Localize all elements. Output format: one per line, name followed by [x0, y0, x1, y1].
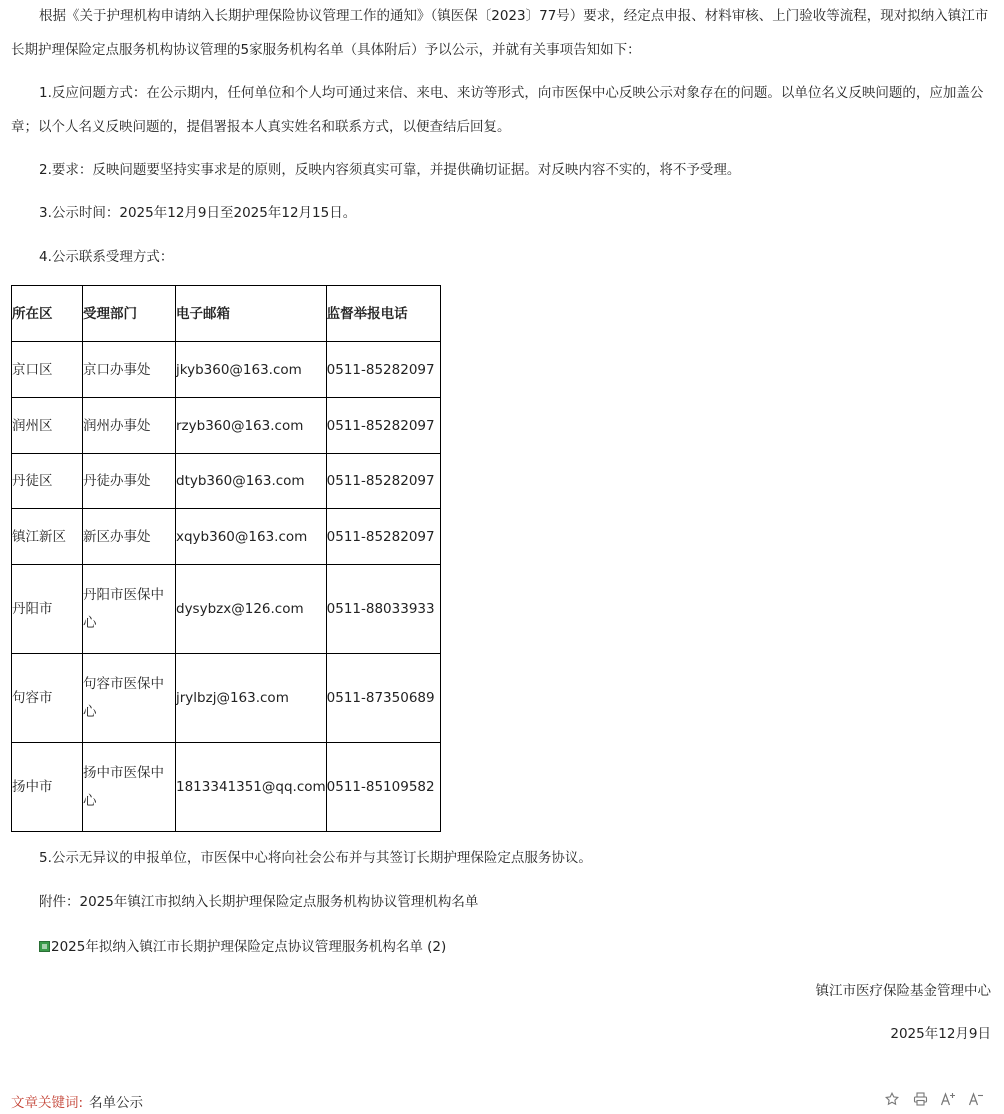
- table-row: [12, 509, 441, 565]
- keywords-value[interactable]: 名单公示: [89, 1095, 143, 1111]
- cell-email: xqyb360@163.com: [176, 509, 327, 565]
- item-5-paragraph: 5.公示无异议的申报单位，市医保中心将向社会公布并与其签订长期护理保险定点服务协议。: [39, 850, 592, 866]
- star-icon[interactable]: [882, 1089, 902, 1109]
- print-icon[interactable]: [910, 1089, 930, 1109]
- spreadsheet-file-icon: [39, 941, 50, 952]
- header-phone: 监督举报电话: [326, 286, 440, 342]
- cell-district: 扬中市: [12, 743, 83, 832]
- cell-district: 丹阳市: [12, 565, 83, 654]
- intro-paragraph: 根据《关于护理机构申请纳入长期护理保险协议管理工作的通知》（镇医保〔2023〕77号）要求，经定点申报、材料审核、上门验收等流程，现对拟纳入镇江市长期护理保险定点服务机构协议管理的5家服务机构名单（具体附后）予以公示，并就有关事项告知如下：: [11, 8, 989, 58]
- cell-phone: 0511-87350689: [326, 654, 440, 743]
- table-row: [12, 743, 441, 832]
- cell-district: 镇江新区: [12, 509, 83, 565]
- cell-email: dysybzx@126.com: [176, 565, 327, 654]
- cell-department: 新区办事处: [83, 509, 176, 565]
- table-row: [12, 342, 441, 398]
- attachment-link[interactable]: [39, 934, 446, 960]
- item-4-paragraph: 4.公示联系受理方式：: [39, 249, 174, 265]
- keywords-label: 文章关键词:: [11, 1095, 84, 1111]
- publish-date: 2025年12月9日: [890, 1026, 991, 1042]
- header-email: 电子邮箱: [176, 286, 327, 342]
- cell-district: 京口区: [12, 342, 83, 398]
- signature: 镇江市医疗保险基金管理中心: [815, 983, 991, 999]
- cell-phone: 0511-85109582: [326, 743, 440, 832]
- cell-department: 京口办事处: [83, 342, 176, 398]
- item-3-paragraph: 3.公示时间：2025年12月9日至2025年12月15日。: [39, 205, 357, 221]
- cell-email: jrylbzj@163.com: [176, 654, 327, 743]
- cell-email: rzyb360@163.com: [176, 398, 327, 454]
- header-department: 受理部门: [83, 286, 176, 342]
- cell-phone: 0511-88033933: [326, 565, 440, 654]
- table-row: [12, 398, 441, 454]
- cell-department: 润州办事处: [83, 398, 176, 454]
- cell-phone: 0511-85282097: [326, 398, 440, 454]
- table-row: [12, 565, 441, 654]
- cell-email: jkyb360@163.com: [176, 342, 327, 398]
- table-row: [12, 654, 441, 743]
- cell-department: 丹徒办事处: [83, 454, 176, 509]
- attachment-link-text: 2025年拟纳入镇江市长期护理保险定点协议管理服务机构名单 (2): [51, 939, 447, 955]
- item-1-paragraph: 1.反应问题方式：在公示期内，任何单位和个人均可通过来信、来电、来访等形式，向市医保中心反映公示对象存在的问题。以单位名义反映问题的，应加盖公章；以个人名义反映问题的，提倡署报本人真实姓名和联系方式，以便查结后回复。: [11, 85, 984, 135]
- cell-phone: 0511-85282097: [326, 342, 440, 398]
- item-2-paragraph: 2.要求：反映问题要坚持实事求是的原则，反映内容须真实可靠，并提供确切证据。对反映内容不实的，将不予受理。: [39, 162, 741, 178]
- cell-district: 丹徒区: [12, 454, 83, 509]
- cell-department: 丹阳市医保中心: [83, 565, 176, 654]
- attachment-label: 附件：2025年镇江市拟纳入长期护理保险定点服务机构协议管理机构名单: [39, 894, 479, 910]
- cell-phone: 0511-85282097: [326, 509, 440, 565]
- font-larger-icon[interactable]: [938, 1089, 958, 1109]
- cell-district: 润州区: [12, 398, 83, 454]
- font-smaller-icon[interactable]: [966, 1089, 986, 1109]
- article-footer-bar: [0, 1086, 1004, 1114]
- cell-email: dtyb360@163.com: [176, 454, 327, 509]
- cell-district: 句容市: [12, 654, 83, 743]
- cell-phone: 0511-85282097: [326, 454, 440, 509]
- cell-email: 1813341351@qq.com: [176, 743, 327, 832]
- table-row: [12, 454, 441, 509]
- contact-table: [11, 285, 441, 832]
- article-toolbar: [882, 1089, 986, 1109]
- cell-department: 句容市医保中心: [83, 654, 176, 743]
- cell-department: 扬中市医保中心: [83, 743, 176, 832]
- header-district: 所在区: [12, 286, 83, 342]
- table-header-row: [12, 286, 441, 342]
